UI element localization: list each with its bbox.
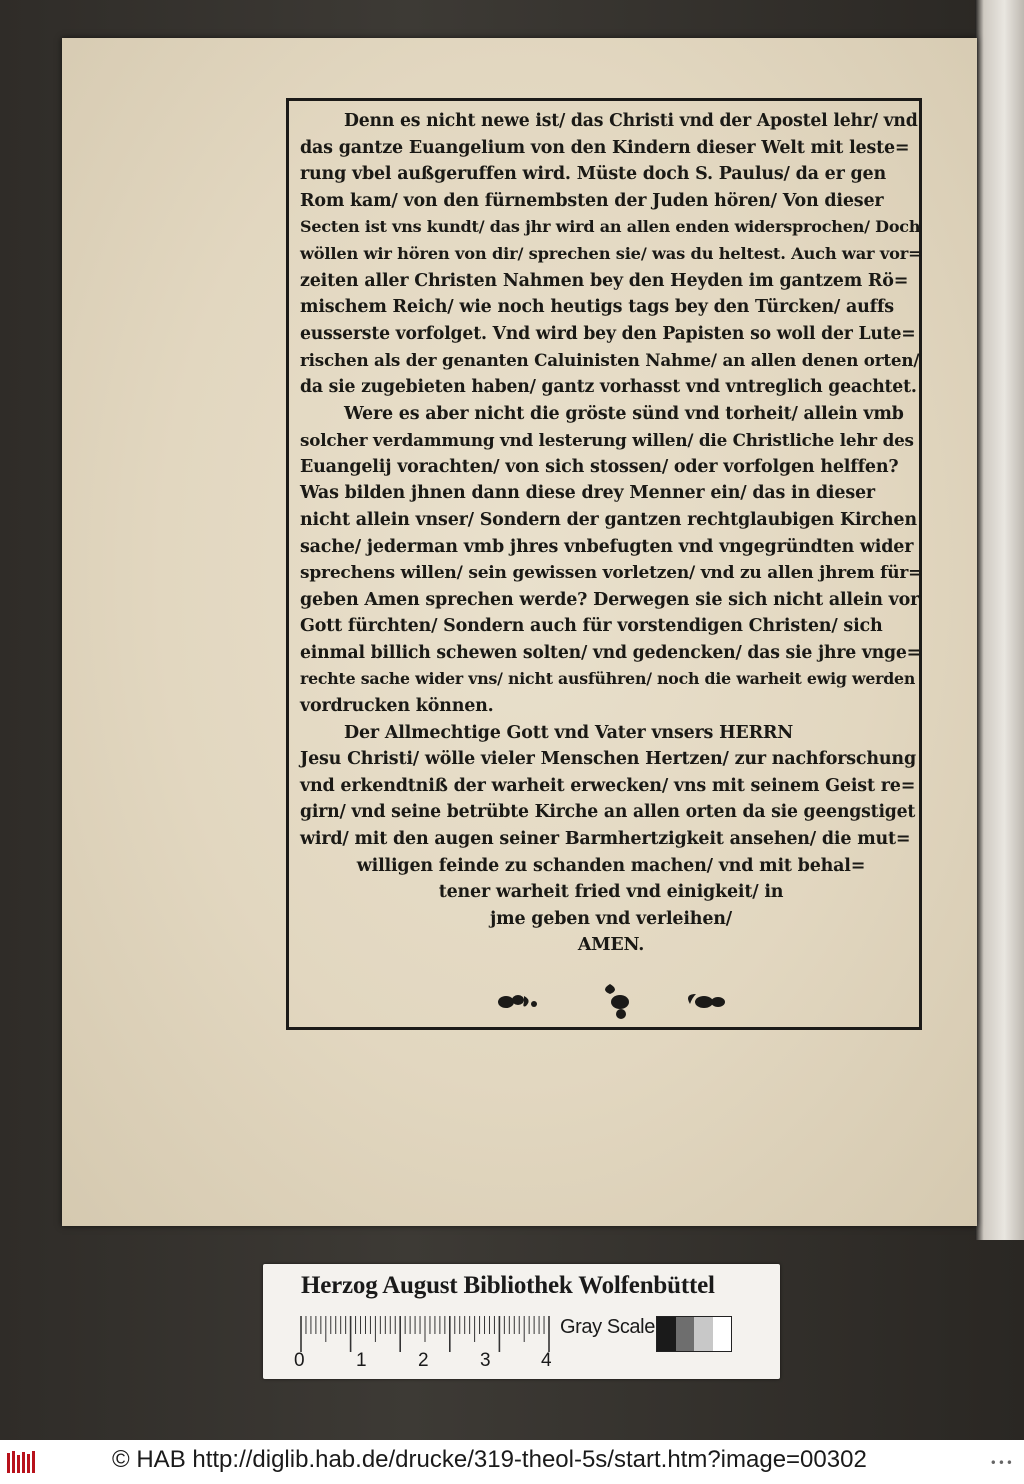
gray-swatch [657,1317,676,1351]
text-line: tener warheit fried vnd einigkeit/ in [438,882,784,903]
page-text [300,108,922,959]
text-line: wird/ mit den augen seiner Barmhertzigkeit ansehen/ die mut= [300,829,911,850]
ornament-center-icon [605,984,629,1019]
text-line: Was bilden jhnen dann diese drey Menner ein/ das in dieser [300,483,875,504]
ruler-scale [299,1316,551,1352]
text-line: willigen feinde zu schanden machen/ vnd mit behal= [356,855,866,876]
ruler-number-1: 1 [356,1350,367,1371]
text-line: Gott fürchten/ Sondern auch für vorstendigen Christen/ sich [300,616,883,637]
ruler-number-2: 2 [418,1350,429,1371]
text-line: mischem Reich/ wie noch heutigs tags bey den Türcken/ auffs [300,297,894,318]
gray-swatch [676,1317,695,1351]
text-line: rechte sache wider vns/ nicht ausführen/ noch die warheit ewig werden [300,669,916,689]
footer-bar [0,1440,1024,1484]
text-line: vnd erkendtniß der warheit erwecken/ vns mit seinem Geist re= [300,775,916,796]
text-line: sprechens willen/ sein gewissen vorletzen/ vnd zu allen jhrem für= [300,563,923,584]
text-line: Denn es nicht newe ist/ das Christi vnd der Apostel lehr/ vnd [344,111,918,131]
text-line: girn/ vnd seine betrübte Kirche an allen orten da sie geengstiget [300,802,916,823]
text-line: Jesu Christi/ wölle vieler Menschen Hertzen/ zur nachforschung [300,749,916,770]
printers-ornaments [490,982,740,1022]
ruler-number-4: 4 [541,1350,552,1371]
text-line: Were es aber nicht die gröste sünd vnd torheit/ allein vmb [344,403,904,424]
text-line: geben Amen sprechen werde? Derwegen sie sich nicht allein vor [300,589,920,610]
library-color-card [263,1264,780,1379]
library-name: Herzog August Bibliothek Wolfenbüttel [301,1272,715,1299]
text-line: Rom kam/ von den fürnembsten der Juden hören/ Von dieser [300,190,884,211]
text-line: solcher verdammung vnd lesterung willen/ die Christliche lehr des [300,430,914,451]
ruler-number-3: 3 [480,1350,491,1371]
text-line: da sie zugebieten haben/ gantz vorhasst vnd vntreglich geachtet. [300,376,917,397]
text-line: wöllen wir hören von dir/ sprechen sie/ was du heltest. Auch war vor= [300,243,922,263]
hab-logo-icon [6,1449,36,1475]
more-dots-icon[interactable]: ••• [989,1456,1014,1470]
text-line: sache/ jederman vmb jhres vnbefugten vnd vngegründten wider [300,536,914,557]
ruler-numbers [294,1350,564,1374]
ornament-left-icon [498,995,537,1008]
text-line: zeiten aller Christen Nahmen bey den Heyden im gantzem Rö= [300,270,909,291]
text-line: nicht allein vnser/ Sondern der gantzen rechtglaubigen Kirchen [300,509,917,530]
text-line: eusserste vorfolget. Vnd wird bey den Papisten so woll der Lute= [300,323,916,344]
text-line: rischen als der genanten Caluinisten Nahme/ an allen denen orten/ [300,350,920,371]
adjacent-page-edge [975,0,1024,1240]
copyright-url[interactable]: © HAB http://diglib.hab.de/drucke/319-theol-5s/start.htm?image=00302 [112,1446,867,1473]
text-line: vordrucken können. [300,696,494,717]
text-line: jme geben vnd verleihen/ [490,908,732,929]
ornament-right-icon [688,994,725,1008]
text-line: das gantze Euangelium von den Kindern dieser Welt mit leste= [300,137,910,158]
text-line: einmal billich schewen solten/ vnd gedencken/ das sie jhre vnge= [300,642,921,663]
ruler-number-0: 0 [294,1350,305,1371]
gray-scale-label: Gray Scale [560,1316,655,1338]
text-line: Euangelij vorachten/ von sich stossen/ oder vorfolgen helffen? [300,456,899,477]
gray-scale-swatches [656,1316,732,1352]
text-line: AMEN. [577,935,645,956]
gray-swatch [713,1317,732,1351]
gray-swatch [694,1317,713,1351]
text-line: Der Allmechtige Gott vnd Vater vnsers HERRN [344,722,794,743]
text-line: rung vbel außgeruffen wird. Müste doch S. Paulus/ da er gen [300,164,887,185]
text-line: Secten ist vns kundt/ das jhr wird an allen enden widersprochen/ Doch [300,217,921,237]
